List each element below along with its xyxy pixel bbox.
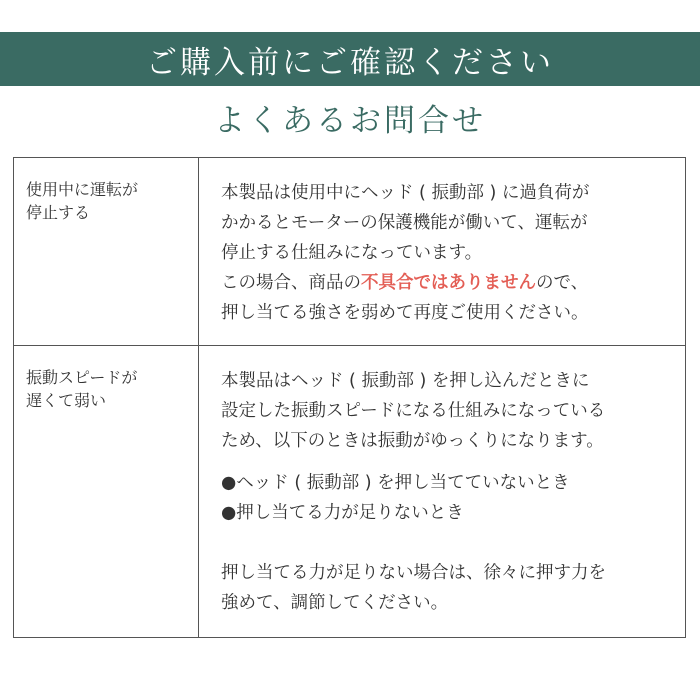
faq-answer: [199, 158, 685, 328]
bullet-list: [221, 468, 677, 528]
answer-text: この場合、商品の: [221, 273, 361, 293]
answer-line: 本製品は使用中にヘッド ( 振動部 ) に過負荷が: [221, 183, 590, 203]
title-banner: [0, 32, 700, 86]
answer-line: 強めて、調節してください。: [221, 593, 449, 613]
question-line: 遅くて弱い: [26, 391, 107, 410]
bullet-item: ●ヘッド ( 振動部 ) を押し当てていないとき: [221, 473, 570, 493]
answer-line: 本製品はヘッド ( 振動部 ) を押し込んだときに: [221, 371, 590, 391]
emphasis-text: 不具合ではありません: [361, 273, 536, 293]
page-title: ご購入前にご確認ください: [146, 44, 554, 81]
faq-answer-cell: [199, 346, 686, 638]
answer-line: [221, 268, 677, 298]
question-line: 使用中に運転が: [26, 180, 139, 199]
bullet-item: ●押し当てる力が足りないとき: [221, 503, 464, 523]
faq-question-cell: [14, 158, 199, 346]
faq-row: [14, 346, 686, 638]
faq-question: [14, 158, 198, 224]
faq-answer-cell: [199, 158, 686, 346]
question-line: 振動スピードが: [26, 368, 138, 387]
answer-line: 停止する仕組みになっています。: [221, 243, 483, 263]
question-line: 停止する: [26, 203, 91, 222]
answer-line: 押し当てる力が足りない場合は、徐々に押す力を: [221, 563, 606, 583]
answer-text: ので、: [536, 273, 589, 293]
faq-table: [13, 157, 686, 638]
spacer: [221, 528, 677, 558]
faq-answer: [199, 346, 685, 618]
faq-question: [14, 346, 198, 412]
faq-row: [14, 158, 686, 346]
faq-question-cell: [14, 346, 199, 638]
answer-line: 押し当てる強さを弱めて再度ご使用ください。: [221, 303, 589, 323]
page-subtitle: よくあるお問合せ: [214, 103, 486, 139]
answer-line: ため、以下のときは振動がゆっくりになります。: [221, 431, 604, 451]
answer-line: 設定した振動スピードになる仕組みになっている: [221, 401, 606, 421]
answer-line: かかるとモーターの保護機能が働いて、運転が: [221, 213, 588, 233]
